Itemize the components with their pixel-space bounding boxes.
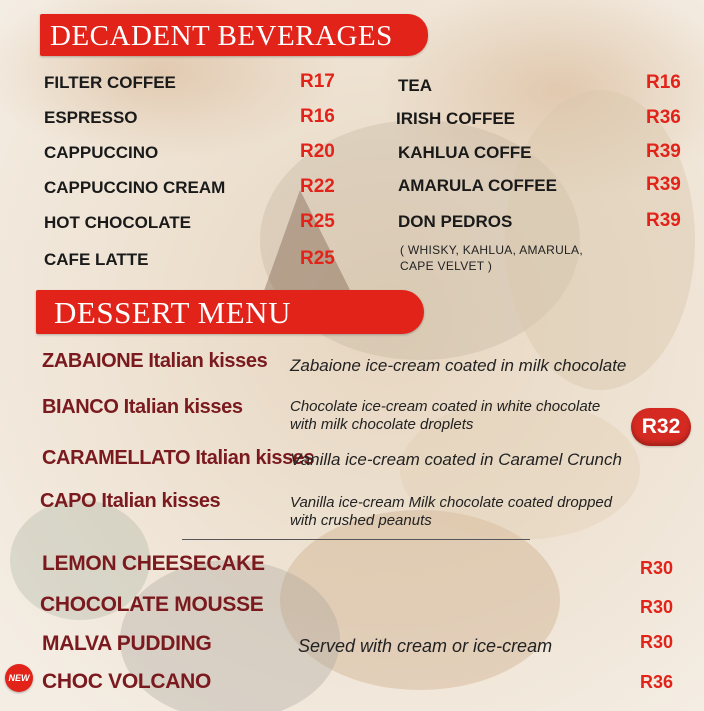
dessert-description: Vanilla ice-cream Milk chocolate coated dropped	[290, 494, 613, 511]
beverage-name: KAHLUA COFFE	[398, 143, 532, 162]
beverage-price: R16	[300, 106, 335, 127]
beverage-price: R39	[646, 174, 681, 195]
dessert-description: Zabaione ice-cream coated in milk chocolate	[290, 356, 627, 375]
beverage-name: AMARULA COFFEE	[398, 176, 557, 195]
beverage-name: TEA	[398, 76, 432, 95]
beverage-name: DON PEDROS	[398, 212, 513, 231]
section-divider	[182, 539, 530, 540]
beverages-banner: DECADENT BEVERAGES	[40, 14, 428, 56]
dessert-name: LEMON CHEESECAKE	[42, 552, 265, 575]
beverage-name: FILTER COFFEE	[44, 73, 176, 92]
beverage-price: R22	[300, 176, 335, 197]
beverage-name: CAPPUCCINO CREAM	[44, 178, 226, 197]
dessert-name: CAPO Italian kisses	[40, 490, 221, 512]
dessert-description: with crushed peanuts	[290, 512, 432, 529]
kisses-price-badge: R32	[631, 408, 691, 446]
dessert-price: R30	[640, 597, 674, 617]
beverage-price: R25	[300, 248, 335, 269]
don-pedros-note: ( WHISKY, KAHLUA, AMARULA,	[400, 243, 583, 257]
dessert-name: CHOCOLATE MOUSSE	[40, 593, 264, 616]
dessert-banner: DESSERT MENU	[36, 290, 424, 334]
beverage-price: R16	[646, 72, 681, 93]
beverage-name: IRISH COFFEE	[396, 109, 516, 128]
dessert-description: with milk chocolate droplets	[290, 416, 474, 433]
beverage-name: HOT CHOCOLATE	[44, 213, 192, 232]
don-pedros-note: CAPE VELVET )	[400, 259, 493, 273]
dessert-name: MALVA PUDDING	[42, 632, 212, 655]
dessert-price: R30	[640, 632, 674, 652]
dessert-price: R36	[640, 672, 674, 692]
beverage-price: R17	[300, 71, 335, 92]
dessert-name: BIANCO Italian kisses	[42, 396, 243, 418]
dessert-description: Served with cream or ice-cream	[298, 636, 553, 656]
beverage-price: R39	[646, 141, 681, 162]
dessert-name: ZABAIONE Italian kisses	[42, 350, 268, 372]
dessert-price: R30	[640, 558, 674, 578]
new-badge-icon: NEW	[5, 664, 33, 692]
dessert-name: CHOC VOLCANO	[42, 670, 212, 693]
beverage-name: CAPPUCCINO	[44, 143, 159, 162]
dessert-name: CARAMELLATO Italian kisses	[42, 447, 315, 469]
dessert-description: Chocolate ice-cream coated in white chocolate	[290, 398, 601, 415]
beverage-price: R36	[646, 107, 681, 128]
dessert-description: Vanilla ice-cream coated in Caramel Crunch	[290, 450, 622, 469]
beverage-name: ESPRESSO	[44, 108, 138, 127]
beverage-price: R39	[646, 210, 681, 231]
beverage-name: CAFE LATTE	[44, 250, 149, 269]
beverage-price: R25	[300, 211, 335, 232]
beverage-price: R20	[300, 141, 335, 162]
